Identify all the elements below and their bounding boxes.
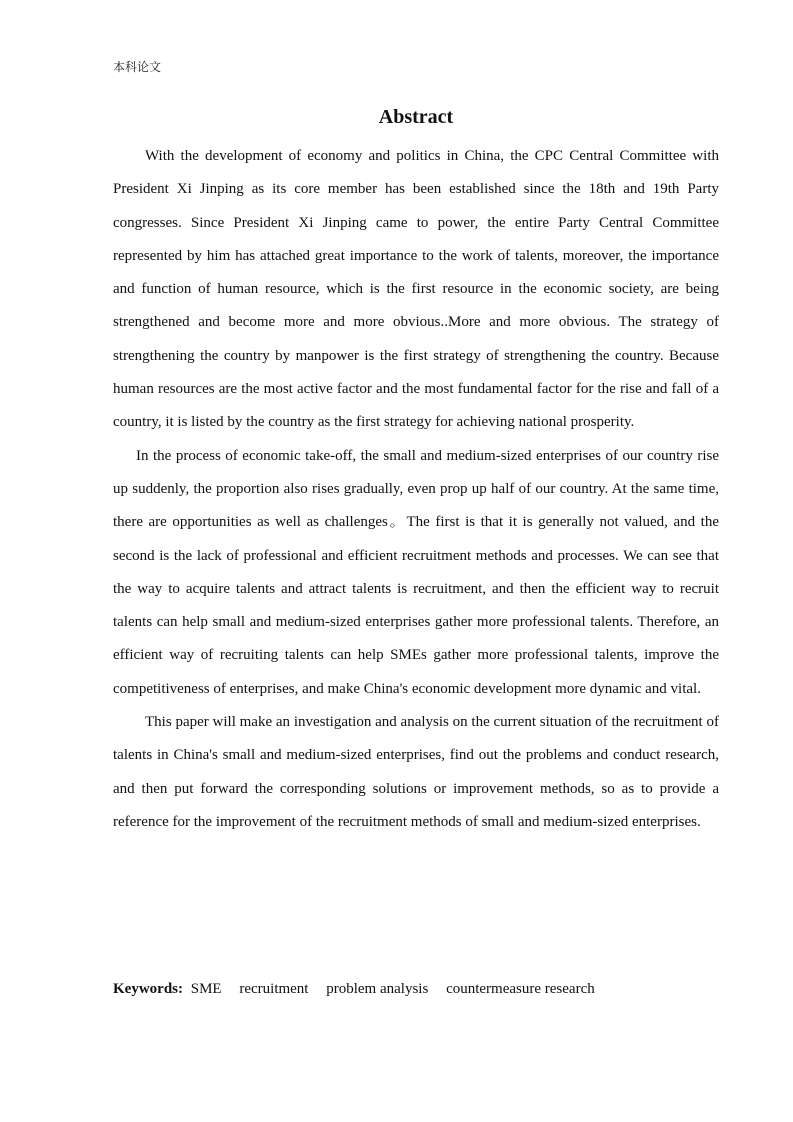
keywords-label: Keywords: <box>113 981 183 997</box>
keyword-item: problem analysis <box>326 981 429 997</box>
abstract-title: Abstract <box>378 106 454 128</box>
keyword-item: SME <box>190 981 222 997</box>
abstract-body <box>113 140 719 839</box>
header-divider <box>113 81 719 82</box>
abstract-paragraph-2: In the process of economic take-off, the small and medium-sized enterprises of our country rise up suddenly, the proportion also rises gradually, even prop up half of our country. At the same time, there are opportunities as well as challenges。The first is that it is generally not valued, and the second is the lack of professional and efficient recruitment methods and processes. We can see that the way to acquire talents and attract talents is recruitment, and then the efficient way to recruit talents can help small and medium-sized enterprises gather more professional talents. Therefore, an efficient way of recruiting talents can help SMEs gather more professional talents, improve the competitiveness of enterprises, and make China's economic development more dynamic and vital. <box>113 447 719 697</box>
running-header: 本科论文 <box>113 60 162 74</box>
abstract-paragraph-3: This paper will make an investigation and analysis on the current situation of the recruitment of talents in China's small and medium-sized enterprises, find out the problems and conduct research, and then put forward the corresponding solutions or improvement methods, so as to provide a reference for the improvement of the recruitment methods of small and medium-sized enterprises. <box>113 714 719 830</box>
keyword-item: countermeasure research <box>446 981 595 997</box>
keyword-item: recruitment <box>239 981 309 997</box>
keywords-line <box>113 976 719 1002</box>
abstract-paragraph-1: With the development of economy and politics in China, the CPC Central Committee with President Xi Jinping as its core member has been established since the 18th and 19th Party congresses. Since President Xi Jinping came to power, the entire Party Central Committee represented by him has attached great importance to the work of talents, moreover, the importance and function of human resource, which is the first resource in the economic society, are being strengthened and become more and more obvious..More and more obvious. The strategy of strengthening the country by manpower is the first strategy of strengthening the country. Because human resources are the most active factor and the most fundamental factor for the rise and fall of a country, it is listed by the country as the first strategy for achieving national prosperity. <box>113 148 719 431</box>
